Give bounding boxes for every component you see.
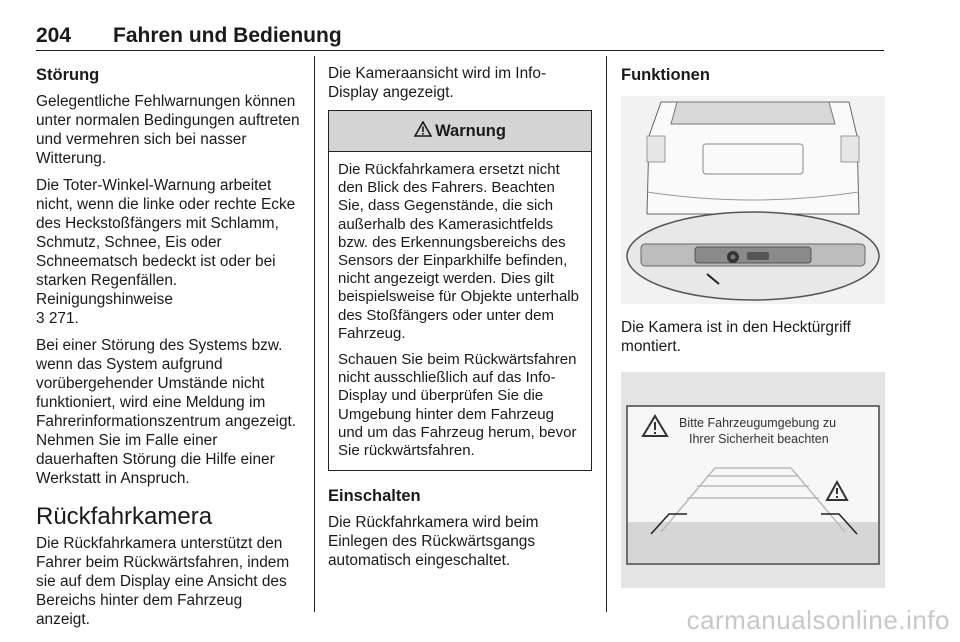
heading-einschalten: Einschalten <box>328 487 421 506</box>
camera-display-illustration <box>621 372 885 588</box>
paragraph: Die Kameraansicht wird im Info-Display angezeigt. <box>328 65 547 101</box>
warning-paragraph: Schauen Sie beim Rückwärtsfahren nicht ausschließlich auf das Info-Display und überprüfen Sie die Umgebung hinter dem Fahrzeug und um das Fahrzeug herum, bevor Sie rückwärtsfahren. <box>338 351 577 460</box>
warning-title: Warnung <box>435 121 506 140</box>
warning-box <box>328 110 592 471</box>
warning-body <box>329 152 591 470</box>
paragraph: Bei einer Störung des Systems bzw. wenn das System aufgrund vorübergehender Umstände nicht funktioniert, wird eine Meldung im Fahrerinformationszentrum angezeigt. Nehmen Sie im Falle einer dauerhaften Störung die Hilfe einer Werkstatt in Anspruch. <box>36 337 297 487</box>
chapter-title: Fahren und Bedienung <box>113 24 342 47</box>
paragraph: Die Rückfahrkamera unterstützt den Fahrer beim Rückwärtsfahren, indem sie auf dem Display eine Ansicht des Bereichs hinter dem Fahrzeug anzeigt. <box>36 535 290 628</box>
column-middle <box>328 64 592 578</box>
column-divider <box>606 56 607 612</box>
warning-icon <box>414 121 432 142</box>
caption: Die Kamera ist in den Hecktürgriff montiert. <box>621 319 851 355</box>
heading-stoerung: Störung <box>36 66 100 84</box>
page-header <box>36 24 884 51</box>
paragraph: Die Rückfahrkamera wird beim Einlegen des Rückwärtsgangs automatisch eingeschaltet. <box>328 514 539 570</box>
column-divider <box>314 56 315 612</box>
paragraph: Gelegentliche Fehlwarnungen können unter normalen Bedingungen auftreten und vermehren sich bei nasser Witterung. <box>36 93 300 167</box>
warning-paragraph: Die Rückfahrkamera ersetzt nicht den Blick des Fahrers. Beachten Sie, dass Gegenstände, die sich außerhalb des Kamerasichtfelds bzw. des Erkennungsbereichs des Sensors der Einparkhilfe befinden, nicht angezeigt werden. Dies gilt beispielsweise für Objekte unterhalb des Stoßfängers oder unter dem Fahrzeug. <box>338 161 579 342</box>
page-reference-link[interactable]: 3 271. <box>36 310 79 327</box>
display-message-line1: Bitte Fahrzeugumgebung zu <box>679 416 837 430</box>
page-number: 204 <box>36 24 72 47</box>
warning-header <box>329 111 591 152</box>
watermark: carmanualsonline.info <box>686 605 950 635</box>
paragraph-text: Die Toter-Winkel-Warnung arbeitet nicht, wenn die linke oder rechte Ecke des Heckstoßfängers mit Schlamm, Schmutz, Schnee, Eis oder Schneematsch bedeckt ist oder bei starken Regenfällen. Reinigungshinweise <box>36 177 296 308</box>
paragraph <box>36 176 300 328</box>
rear-camera-illustration <box>621 96 885 304</box>
section-title: Rückfahrkamera <box>36 503 213 530</box>
column-right <box>621 64 885 588</box>
display-message-line2: Ihrer Sicherheit beachten <box>689 432 829 446</box>
heading-funktionen: Funktionen <box>621 66 710 84</box>
column-left <box>36 64 300 637</box>
